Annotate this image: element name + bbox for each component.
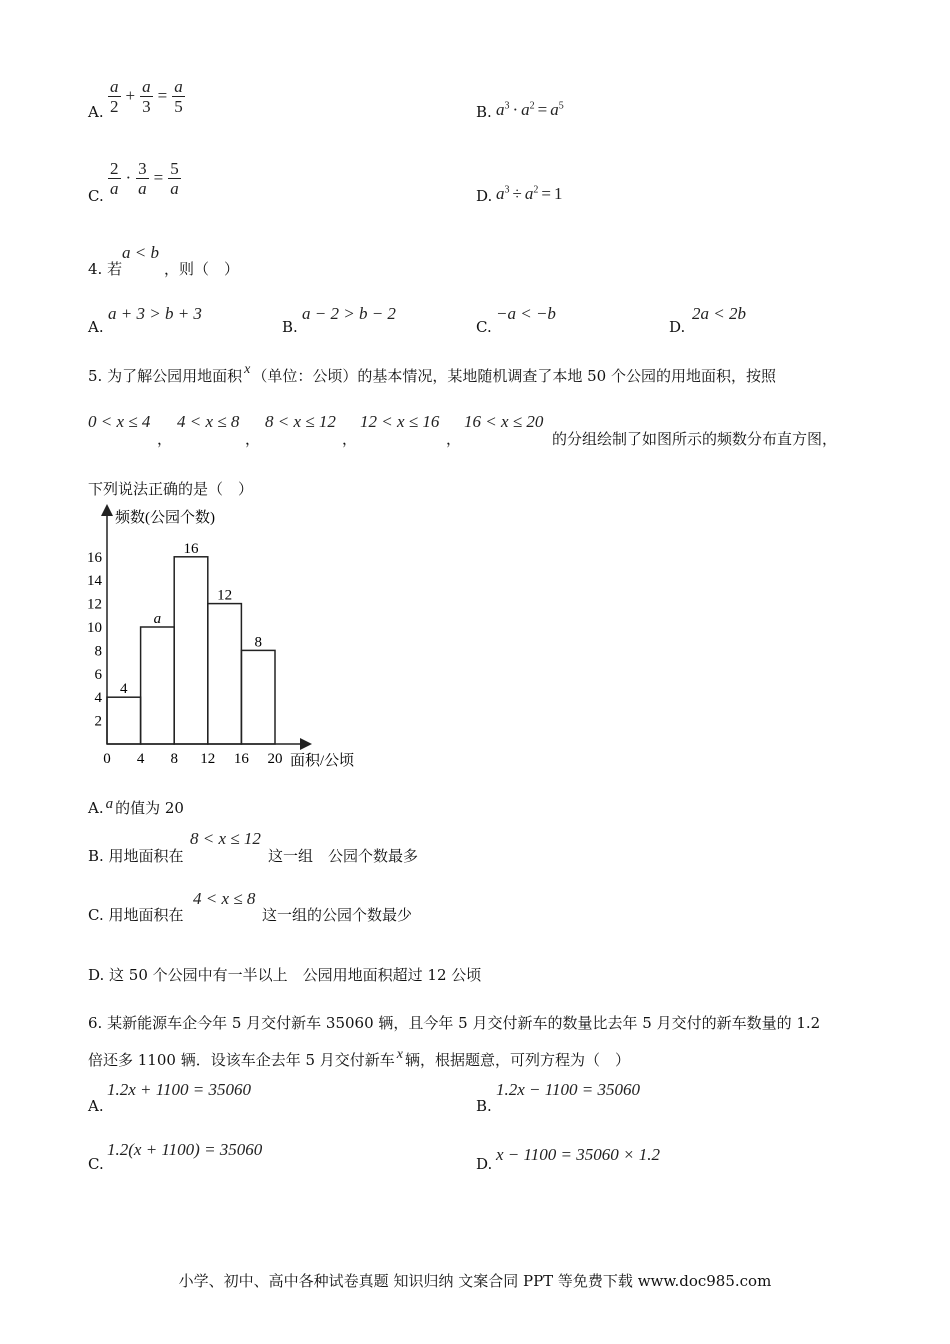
bar-label: 4 [120,681,128,698]
y-tick-label: 16 [87,549,102,566]
q5-interval-4: 12 < x ≤ 16 [360,412,440,431]
q4-option-a-expression: a + 3 > b + 3 [108,304,202,323]
q6-stem-line2-start: 倍还多 1100 辆．设该车企去年 5 月交付新车 [88,1051,395,1069]
q5-separator-1: ， [157,430,173,448]
q3-option-d-expression: $a^3 \div a^2 = 1$ [496,184,563,203]
histogram-bar [174,557,208,744]
histogram-bar [208,604,242,744]
page-footer: 小学、初中、高中各种试卷真题 知识归纳 文案合同 PPT 等免费下载 www.doc985.com [178,1272,772,1290]
q5-interval-1: 0 < x ≤ 4 [88,412,151,431]
x-tick-label: 12 [200,751,216,767]
q6-option-d-label: D. [476,1155,493,1173]
q4-option-c-label: C. [476,318,492,336]
q6-option-c-label: C. [88,1155,104,1173]
q4-option-b-label: B. [282,318,298,336]
q6-option-d-equation: x − 1100 = 35060 × 1.2 [496,1145,660,1164]
y-tick-label: 12 [87,596,102,613]
q5-variable-x: x [244,362,251,377]
q3-option-c-expression: $\frac{2}{a}$ · $\frac{3}{a}$ = $\frac{5}{a}$ [110,159,179,198]
q5-option-b-text: 这一组 公园个数最多 [268,847,419,865]
q5-histogram [80,500,380,775]
y-tick-label: 6 [94,666,102,683]
x-tick-label: 0 [103,751,111,767]
q5-option-c-interval: 4 < x ≤ 8 [193,889,256,908]
y-tick-label: 10 [87,620,102,636]
q3-option-d-label: D. [476,187,493,205]
q3-option-a-expression: $\frac{a}{2}$ + $\frac{a}{3}$ = $\frac{a}{5}$ [110,77,183,116]
q3-option-b-label: B. [476,103,492,121]
histogram-bar [141,627,175,744]
bar-label: 8 [254,634,262,651]
q4-condition: a < b [122,243,159,262]
q5-option-d: D. 这 50 个公园中有一半以上 公园用地面积超过 12 公顷 [88,966,482,984]
q4-option-b-expression: a − 2 > b − 2 [302,304,396,323]
q5-option-c-prefix: C. 用地面积在 [88,906,184,924]
bar-label: 12 [217,587,233,604]
y-tick-label: 14 [87,573,102,590]
q6-stem-line2-end: 辆，根据题意，可列方程为（ ） [405,1051,631,1069]
y-tick-label: 4 [94,690,102,707]
q6-option-b-label: B. [476,1097,492,1115]
q4-option-d-expression: 2a < 2b [692,304,746,323]
q3-option-c-label: C. [88,187,104,205]
q5-stem-line1 [88,362,776,386]
bar-label: 16 [183,540,199,557]
q5-interval-5: 16 < x ≤ 20 [464,412,544,431]
q3-option-a-label: A. [88,103,104,121]
q5-stem-line1-start: 5. 为了解公园用地面积 [88,367,243,385]
q6-stem-line2 [88,1049,630,1070]
q6-option-c-equation: 1.2(x + 1100) = 35060 [107,1140,263,1159]
q5-option-b-prefix: B. 用地面积在 [88,847,184,865]
x-tick-label: 8 [170,751,178,767]
x-tick-label: 4 [136,751,145,767]
q5-separator-3: ， [342,430,358,448]
q5-option-a-label: A. [88,799,104,817]
q4-option-d-label: D. [669,318,686,336]
q5-separator-4: ， [446,430,462,448]
x-axis-label: 面积/公顷 [290,753,355,769]
q5-option-a-text: 的值为 20 [115,799,184,817]
histogram-bar [241,650,275,744]
y-axis-label: 频数(公园个数) [115,510,215,526]
q5-separator-2: ， [245,430,261,448]
q5-stem-line2-tail: 的分组绘制了如图所示的频数分布直方图， [552,430,838,448]
q4-stem-prefix: 4. 若 [88,260,123,278]
y-tick-label: 8 [94,643,102,660]
q5-option-a [88,797,184,818]
q5-stem-line1-end: （单位：公顷）的基本情况，某地随机调查了本地 50 个公园的用地面积，按照 [252,367,776,385]
bar-label: a [153,611,162,627]
q4-stem-suffix: ，则（ ） [164,260,240,278]
x-tick-label: 16 [233,751,249,767]
histogram-bar [107,697,141,744]
q6-stem-line1: 6. 某新能源车企今年 5 月交付新车 35060 辆，且今年 5 月交付新车的数量比去年 5 月交付的新车数量的 1.2 [88,1014,821,1032]
q5-stem-line3: 下列说法正确的是（ ） [88,480,254,498]
q5-option-c-text: 这一组的公园个数最少 [262,906,413,924]
q5-interval-3: 8 < x ≤ 12 [265,412,336,431]
q5-option-b-interval: 8 < x ≤ 12 [190,829,261,848]
q5-interval-2: 4 < x ≤ 8 [177,412,240,431]
x-tick-label: 20 [267,751,283,767]
q6-option-b-equation: 1.2x − 1100 = 35060 [496,1080,640,1099]
q5-option-a-variable: a [105,796,114,812]
q3-option-b-expression: $a^3 \cdot a^2 = a^5$ [496,100,564,119]
q6-option-a-equation: 1.2x + 1100 = 35060 [107,1080,251,1099]
q4-option-a-label: A. [88,318,104,336]
q6-option-a-label: A. [88,1097,104,1115]
q6-variable-x: x [396,1047,404,1062]
q4-option-c-expression: −a < −b [496,304,556,323]
y-tick-label: 2 [94,713,102,730]
